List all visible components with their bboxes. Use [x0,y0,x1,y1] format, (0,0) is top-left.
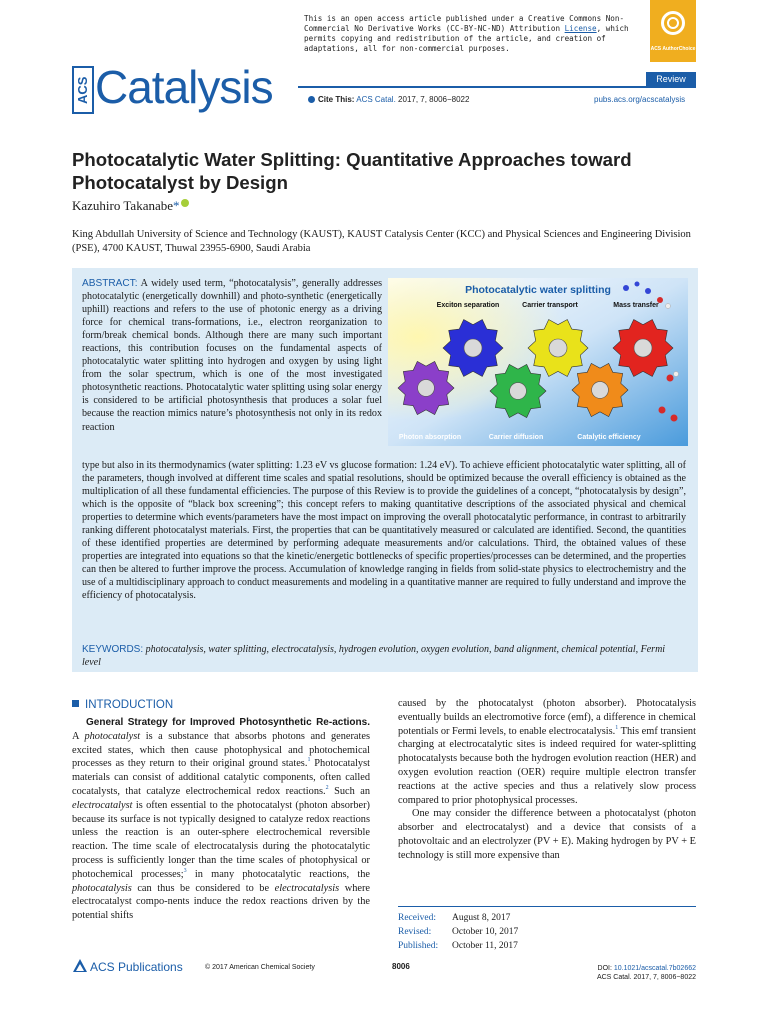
badge-label: ACS AuthorChoice [650,46,696,52]
gear-red-hub [634,339,652,357]
gear-green-hub [510,383,527,400]
date-row-received: Received: August 8, 2017 [398,913,511,923]
gear-purple-hub [418,380,435,397]
footer-citation: ACS Catal. 2017, 7, 8006−8022 [596,974,696,981]
orcid-icon[interactable] [181,199,189,207]
gear-orange-hub [592,382,609,399]
abstract-text-top [82,277,382,434]
license-link[interactable]: License [564,24,597,33]
subsection-heading: General Strategy for Improved Photosynthetic Re-actions. [86,717,370,728]
abstract-text-bottom: type but also in its thermodynamics (water splitting: 1.23 eV vs glucose formation: 1.24 eV). To achieve efficient photocatalytic water splitting, all of the parameters, though involved at different time scales and spatial resolutions, should be optimized because the overall efficiency is obtained as the multiplication of all these fundamental efficiencies. The purpose of this Review is to provide the guidelines of a concept, “photocatalysis by design”, which is the opposite of “black box screening”; this concept refers to making quantitative descriptions of the associated physical and chemical properties to determine which events/parameters have the most impact on improving the overall photocatalytic performance, in contrast to arbitrarily ranking different photocatalyst materials. First, the properties that can be quantitatively measured or calculated are identified. Second, the quantities of these identified properties are determined by performing adequate measurements and/or calculations. Third, the obtained values of these properties are integrated into equations so that the kinetic/energetic bottlenecks of specific properties/processes can be determined, and the properties can then be altered to further improve the process. Accumulation of knowledge ranging in fields from solid-state physics to electrochemistry and the use of a multidisciplinary approach to conduct measurements and modeling in a quantitative manner are required to fully understand and improve the efficiency of photocatalysis. [82,460,686,602]
toc-label-exciton: Exciton separation [436,302,500,309]
paragraph: caused by the photocatalyst (photon absorber). Photocatalysis eventually builds an electromotive force (emf), a difference in chemical potentials or Fermi levels, to enable electrocatalysis.$^1$ This emf transient charging at electrocatalytic sites is indeed required for water-splitting photocatalysts because both the hydrogen evolution reaction (HER) and oxygen evolution reaction (OER) require multiple electron transfer reactions at the active species and thus a relatively slow process compared to prior photophysical processes. [398,698,696,806]
keywords [82,643,686,669]
cite-journal: ACS Catal. [356,95,396,104]
page-number: 8006 [392,962,410,971]
section-square-icon [72,700,79,707]
date-row-published: Published: October 11, 2017 [398,941,518,951]
reference-link[interactable]: 3 [183,867,187,874]
abstract-label: ABSTRACT: [82,278,138,289]
paragraph: One may consider the difference between a photocatalyst (photon absorber and electrocatalyst) and a device that consists of a photovoltaic and an electrolyzer (PV + E). Making hydrogen by PV + E technology is still more expensive than [398,808,696,861]
toc-label-catalytic-efficiency: Catalytic efficiency [577,434,641,441]
toc-label-mass-transfer: Mass transfer [613,302,659,309]
body-column-left [72,716,370,923]
body-column-right [398,697,696,863]
section-heading [72,699,173,711]
corresponding-author-mark[interactable]: * [173,198,180,213]
toc-graphic [388,278,688,446]
paragraph: General Strategy for Improved Photosynthetic Re-actions. A photocatalyst is a substance that absorbs photons and generates excited states, which then cause photophysical and photochemical processes as they return to their original ground states.$^1$ Photocatalyst materials can consist of additional catalytic components, often called cocatalysts, that catalyze electrochemical redox reactions.$^2$ Such an electrocatalyst is often essential to the photocatalyst (photon absorber) because its surface is not typically designed to catalyze redox reactions unless the reaction is an outer-sphere electrochemical reversible reaction. The time scale of electrocatalysis during the photocatalytic process is sufficiently longer than the time scales of photophysical or photochemical processes;$^3$ in many photocatalytic reactions, the photocatalysis can thus be considered to be electrocatalysis where electrocatalyst compo-nents induce the redox reactions driven by the potential shifts [72,717,370,922]
doi-link[interactable]: 10.1021/acscatal.7b02662 [613,965,696,972]
author-name[interactable]: Kazuhiro Takanabe [72,198,173,213]
license-notice [304,14,644,54]
doi-block: DOI: 10.1021/acscatal.7b02662 ACS Catal. 2017, 7, 8006−8022 [560,964,696,982]
author-line [72,198,189,214]
journal-logo-title: Catalysis [95,61,273,113]
publisher-name[interactable]: ACS Publications [90,960,183,974]
keywords-label: KEYWORDS: [82,644,144,655]
keywords-list: photocatalysis, water splitting, electrocatalysis, hydrogen evolution, oxygen evolution, band alignment, chemical potential, Fermi level [82,644,666,668]
cite-this[interactable] [308,95,469,104]
cite-details: 2017, 7, 8006−8022 [398,95,470,104]
cite-label: Cite This: [318,95,355,104]
journal-logo-acs: ACS [72,66,94,114]
gear-yellow-hub [549,339,567,357]
copyright: © 2017 American Chemical Society [205,964,315,971]
affiliation: King Abdullah University of Science and Technology (KAUST), KAUST Catalysis Center (KCC) and Physical Sciences and Engineering Division (PSE), 4700 KAUST, Thuwal 23955-6900, Saudi Arabia [72,229,691,254]
acs-publications-logo-icon [72,958,88,974]
license-text-prefix: This is an open access article published under a Creative Commons Non-Commercial No Derivative Works (CC-BY-NC-ND) Attribution [304,14,625,33]
toc-label-photon: Photon absorption [398,434,462,441]
abstract-body-top: A widely used term, “photocatalysis”, generally addresses photocatalytic (energetically downhill) and photo-synthetic (energetically uphill) reactions and refers to the use of photonic energy as a driving force for chemical trans-formations, i.e., electron reorganization to form/break chemical bonds. Although there are many such important reactions, this contribution focuses on the fundamental aspects of photocatalytic water splitting into hydrogen and oxygen by using light from the solar spectrum, which is one of the most investigated photosynthetic reactions. Photocatalytic water splitting using solar energy is considered to be artificial photosynthesis that produces a solar fuel because the reaction mimics nature’s photosynthesis not only in its redox reaction [82,278,382,433]
acs-authorchoice-badge[interactable] [650,0,696,62]
section-heading-text: INTRODUCTION [85,699,174,711]
reference-link[interactable]: 2 [325,784,329,791]
header-rule [298,86,696,88]
article-title: Photocatalytic Water Splitting: Quantitative Approaches toward Photocatalyst by Design [72,149,632,193]
reference-link[interactable]: 1 [615,724,619,731]
toc-label-carrier-transport: Carrier transport [522,302,578,309]
date-row-revised: Revised: October 10, 2017 [398,927,519,937]
molecule-icon [623,285,629,291]
article-type-tab: Review [646,72,696,86]
toc-title: Photocatalytic water splitting [465,284,611,296]
journal-url-link[interactable]: pubs.acs.org/acscatalysis [594,95,686,104]
license-text-suffix: , which permits copying and redistribution of the article, and creation of adaptations, all for non-commercial purposes. [304,24,629,53]
reference-link[interactable]: 1 [307,757,311,764]
gear-blue-hub [464,339,482,357]
publication-dates [398,906,696,953]
toc-label-carrier-diffusion: Carrier diffusion [488,434,544,441]
cite-icon [308,96,315,103]
